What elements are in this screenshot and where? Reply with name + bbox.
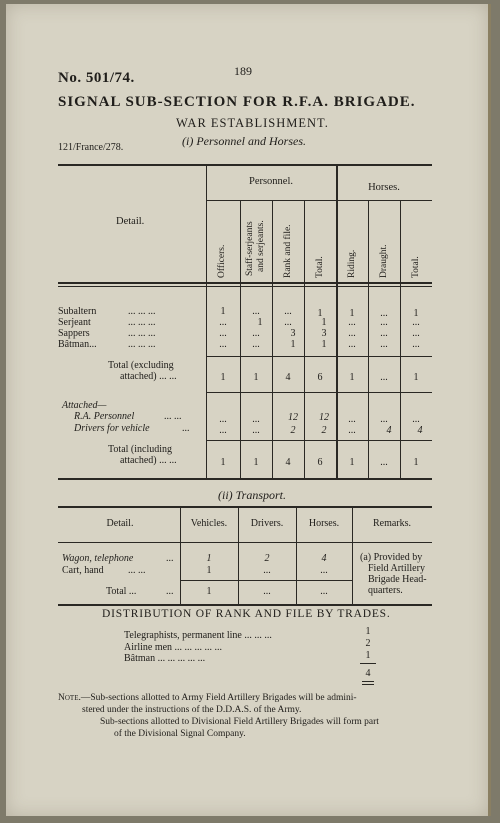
col-horses-total: Total. xyxy=(411,256,421,278)
drivers-header: Drivers. xyxy=(250,518,284,529)
distribution-title: DISTRIBUTION OF RANK AND FILE BY TRADES. xyxy=(102,608,391,620)
main-title: SIGNAL SUB-SECTION FOR R.F.A. BRIGADE. xyxy=(58,94,416,110)
document-number: No. 501/74. xyxy=(58,70,135,86)
horses-header: Horses. xyxy=(368,182,400,193)
col-riding: Riding. xyxy=(347,249,357,278)
document-page: 189 No. 501/74. SIGNAL SUB-SECTION FOR R.F.A. BRIGADE. WAR ESTABLISHMENT. (i) Personnel and Horses. 121/France/278. Detail. Personnel. Horses. Officers. Staff-serjeants and serjeants. Rank and file. Total. Riding. Draught. Total. Subaltern ... ... ... 1 ... ... 1 1 ... 1 Serjeant ... ... ... ... 1 ... 1 ... ... ... Sappers ... ... ... ... ... 3 3 ... ... ... Bâtman... ... ... ... ... ... 1 1 ... ... ... Total (excluding attached) ... ... 1 1 4 6 1 ... 1 Attached— R.A. Personnel ... ... ... ... 12 12 ... ... ... Drivers for vehicle ... ... ... 2 2 ... 4 4 Total (including attached) ... ... 1 1 4 6 1 ... 1 (ii) Transport. Detail. Vehicles. Drivers. Horses. Remarks. Wagon, telephone ... 1 2 4 Cart, hand ... ... 1 ... ... Total ... ... 1 ... ... (a) Provided by Field Artillery Brigade Head- quarters. DISTRIBUTION OF RANK AND FILE BY TRADES. Telegraphists, permanent line ... ... ... 1 Airline men ... ... ... ... ... 2 Bâtman ... ... ... ... ... 1 4 Note.—Sub-sections allotted to Army Field Artillery Brigades will be admini- stered under the instructions of the D.D.A.S. of the Army. Sub-sections allotted to Divisional Field Artillery Brigades will form part of the Divisional Signal Company. xyxy=(6,4,491,816)
col-staff-serjeants-2: and serjeants. xyxy=(256,220,266,272)
col-staff-serjeants-1: Staff-serjeants xyxy=(245,221,255,276)
detail-header: Detail. xyxy=(116,216,145,227)
reference-number: 121/France/278. xyxy=(58,142,124,153)
col-officers: Officers. xyxy=(217,244,227,278)
subtitle: WAR ESTABLISHMENT. xyxy=(176,116,329,130)
col-rank-and-file: Rank and file. xyxy=(283,224,293,278)
transport-horses-header: Horses. xyxy=(308,518,340,529)
vehicles-header: Vehicles. xyxy=(190,518,228,529)
remarks-header: Remarks. xyxy=(372,518,412,529)
col-personnel-total: Total. xyxy=(315,256,325,278)
section-personnel-title: (i) Personnel and Horses. xyxy=(182,134,306,148)
transport-detail-header: Detail. xyxy=(106,518,134,529)
page-number: 189 xyxy=(234,64,252,78)
note-label: Note. xyxy=(58,693,81,703)
personnel-header: Personnel. xyxy=(248,176,294,187)
attached-label: Attached— xyxy=(62,400,107,411)
col-draught: Draught. xyxy=(379,244,389,278)
section-transport-title: (ii) Transport. xyxy=(218,488,287,502)
distribution-total: 4 xyxy=(365,668,371,679)
